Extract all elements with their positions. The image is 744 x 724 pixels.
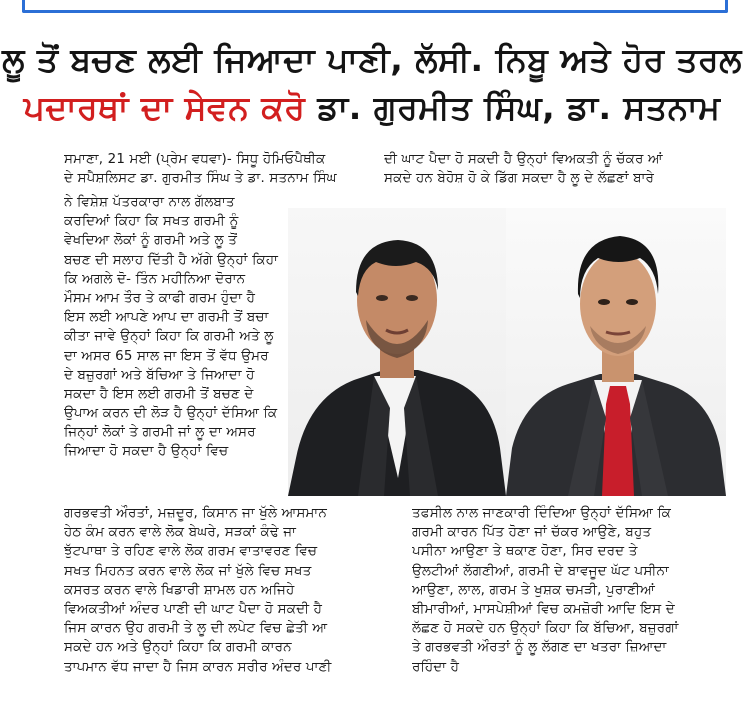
article-top-right-column	[384, 150, 734, 188]
text-line: ਗਰਭਵਤੀ ਔਰਤਾਂ, ਮਜ਼ਦੂਰ, ਕਿਸਾਨ ਜਾ ਖੁੱਲੇ ਆਸਮਾਨ	[64, 506, 327, 521]
text-line: ਸਕਦੇ ਹਨ ਬੇਹੋਸ਼ ਹੋ ਕੇ ਡਿੱਗ ਸਕਦਾ ਹੈ ਲੂ ਦੇ ਲੱਛਣਾਂ ਬਾਰੇ	[384, 171, 655, 187]
text-line: ਜਿਸ ਕਾਰਨ ਉਹ ਗਰਮੀ ਤੇ ਲੂ ਦੀ ਲਪੇਟ ਵਿਚ ਛੇਤੀ ਆ	[64, 621, 328, 637]
text-line: ਗਰਮੀ ਕਾਰਨ ਪਿੱਤ ਹੋਣਾ ਜਾਂ ਚੱਕਰ ਆਉਣੇ, ਬਹੁਤ	[412, 525, 652, 541]
text-line: ਕਰਦਿਆਂ ਕਿਹਾ ਕਿ ਸਖਤ ਗਰਮੀ ਨੂੰ	[64, 214, 239, 230]
text-line: ਆਉਣਾ, ਲਾਲ, ਗਰਮ ਤੇ ਖੁਸ਼ਕ ਚਮੜੀ, ਪੁਰਾਣੀਆਂ	[412, 582, 655, 598]
text-line: ਕਸਰਤ ਕਰਨ ਵਾਲੇ ਖਿਡਾਰੀ ਸ਼ਾਮਲ ਹਨ ਅਜਿਹੇ	[64, 582, 295, 598]
text-line: ਜਿਨ੍ਹਾਂ ਲੋਕਾਂ ਤੇ ਗਰਮੀ ਜਾਂ ਲੂ ਦਾ ਅਸਰ	[64, 425, 256, 441]
text-line: ਕਿ ਅਗਲੇ ਦੋ- ਤਿੰਨ ਮਹੀਨਿਆ ਦੋਰਾਨ	[64, 271, 246, 287]
article-bottom-left-column	[64, 504, 382, 677]
doctor-photo-left	[288, 208, 506, 496]
doctor-photo-right	[506, 208, 726, 496]
article-intro-column	[64, 150, 364, 188]
portrait-left-svg	[288, 208, 506, 496]
text-line: ਦੇ ਬਜ਼ੁਰਗਾਂ ਅਤੇ ਬੱਚਿਆ ਤੇ ਜਿਆਦਾ ਹੋ	[64, 367, 255, 383]
top-frame-border	[22, 0, 728, 13]
text-line: ਰਹਿੰਦਾ ਹੈ	[412, 659, 460, 675]
text-line: ਤਾਪਮਾਨ ਵੱਧ ਜਾਦਾ ਹੈ ਜਿਸ ਕਾਰਨ ਸਰੀਰ ਅੰਦਰ ਪਾਣੀ	[64, 659, 332, 675]
text-line: ਜਿਆਦਾ ਹੋ ਸਕਦਾ ਹੈ ਉਨ੍ਹਾਂ ਵਿਚ	[64, 444, 229, 460]
text-line: ਇਸ ਲਈ ਆਪਣੇ ਆਪ ਦਾ ਗਰਮੀ ਤੋਂ ਬਚਾ	[64, 310, 269, 326]
text-line: ਬਚਣ ਦੀ ਸਲਾਹ ਦਿੱਤੀ ਹੈ ਅੱਗੇ ਉਨ੍ਹਾਂ ਕਿਹਾ	[64, 252, 279, 268]
text-line: ਦੇ ਸਪੈਸ਼ਲਿਸਟ ਡਾ. ਗੁਰਮੀਤ ਸਿੰਘ ਤੇ ਡਾ. ਸਤਨਾਮ ਸਿੰਘ	[64, 171, 337, 187]
headline-line-2	[0, 88, 744, 128]
text-line: ਸਮਾਣਾ, 21 ਮਈ (ਪ੍ਰੇਮ ਵਧਵਾ)- ਸਿਧੂ ਹੋਮਿਓਪੈਥੀਕ	[64, 152, 326, 167]
text-line: ਵਿਅਕਤੀਆਂ ਅੰਦਰ ਪਾਣੀ ਦੀ ਘਾਟ ਪੈਦਾ ਹੋ ਸਕਦੀ ਹੈ	[64, 601, 323, 617]
headline-black-part: ਡਾ. ਗੁਰਮੀਤ ਸਿੰਘ, ਡਾ. ਸਤਨਾਮ	[305, 88, 721, 127]
text-line: ਮੌਸਮ ਆਮ ਤੌਰ ਤੇ ਕਾਫੀ ਗਰਮ ਹੁੰਦਾ ਹੈ	[64, 290, 256, 306]
text-line: ਉਪਾਅ ਕਰਨ ਦੀ ਲੋੜ ਹੈ ਉਨ੍ਹਾਂ ਦੱਸਿਆ ਕਿ	[64, 406, 278, 422]
portrait-right-svg	[506, 208, 726, 496]
text-line: ਦਾ ਅਸਰ 65 ਸਾਲ ਜਾ ਇਸ ਤੋਂ ਵੱਧ ਉਮਰ	[64, 348, 269, 364]
text-line: ਦੀ ਘਾਟ ਪੈਦਾ ਹੋ ਸਕਦੀ ਹੈ ਉਨ੍ਹਾਂ ਵਿਅਕਤੀ ਨੂੰ ਚੱਕਰ ਆਂ	[384, 152, 663, 167]
text-line: ਸਖਤ ਮਿਹਨਤ ਕਰਨ ਵਾਲੇ ਲੋਕ ਜਾਂ ਖੁੱਲੇ ਵਿਚ ਸਖਤ	[64, 563, 312, 579]
article-narrow-column	[64, 193, 286, 462]
text-line: ਝੁੱਟਪਾਥਾ ਤੇ ਰਹਿਣ ਵਾਲੇ ਲੋਕ ਗਰਮ ਵਾਤਾਵਰਣ ਵਿਚ	[64, 544, 318, 560]
text-line: ਹੇਠ ਕੰਮ ਕਰਨ ਵਾਲੇ ਲੋਕ ਬੇਘਰੇ, ਸੜਕਾਂ ਕੰਢੇ ਜਾ	[64, 525, 296, 541]
headline-line-1: ਲੂ ਤੋਂ ਬਚਣ ਲਈ ਜਿਆਦਾ ਪਾਣੀ, ਲੱਸੀ. ਨਿਬੂ ਅਤੇ ਹੋਰ ਤਰਲ	[2, 40, 742, 79]
text-line: ਵੇਖਦਿਆ ਲੋਕਾਂ ਨੂੰ ਗਰਮੀ ਅਤੇ ਲੂ ਤੋਂ	[64, 233, 238, 249]
text-line: ਨੇ ਵਿਸ਼ੇਸ਼ ਪੱਤਰਕਾਰਾ ਨਾਲ ਗੱਲਬਾਤ	[64, 195, 235, 210]
text-line: ਸਕਦੇ ਹਨ ਅਤੇ ਉਨ੍ਹਾਂ ਕਿਹਾ ਕਿ ਗਰਮੀ ਕਾਰਨ	[64, 640, 292, 656]
text-line: ਸਕਦਾ ਹੈ ਇਸ ਲਈ ਗਰਮੀ ਤੋਂ ਬਚਣ ਦੇ	[64, 386, 254, 402]
headline-red-part: ਪਦਾਰਥਾਂ ਦਾ ਸੇਵਨ ਕਰੋ	[23, 88, 306, 127]
text-line: ਕੀਤਾ ਜਾਵੇ ਉਨ੍ਹਾਂ ਕਿਹਾ ਕਿ ਗਰਮੀ ਅਤੇ ਲੂ	[64, 329, 274, 345]
article-bottom-right-column	[412, 504, 734, 677]
text-line: ਬੀਮਾਰੀਆਂ, ਮਾਸਪੇਸ਼ੀਆਂ ਵਿਚ ਕਮਜ਼ੋਰੀ ਆਦਿ ਇਸ ਦੇ	[412, 601, 675, 617]
text-line: ਲੱਛਣ ਹੋ ਸਕਦੇ ਹਨ ਉਨ੍ਹਾਂ ਕਿਹਾ ਕਿ ਬੱਚਿਆ, ਬਜ਼ੁਰਗਾਂ	[412, 621, 679, 637]
text-line: ਤਫਸੀਲ ਨਾਲ ਜਾਣਕਾਰੀ ਦਿੰਦਿਆ ਉਨ੍ਹਾਂ ਦੱਸਿਆ ਕਿ	[412, 506, 671, 521]
text-line: ਉਲਟੀਆਂ ਲੱਗਣੀਆਂ, ਗਰਮੀ ਦੇ ਬਾਵਜੂਦ ਘੱਟ ਪਸੀਨਾ	[412, 563, 669, 579]
text-line: ਤੇ ਗਰਭਵਤੀ ਔਰਤਾਂ ਨੂੰ ਲੂ ਲੱਗਣ ਦਾ ਖਤਰਾ ਜ਼ਿਆਦਾ	[412, 640, 667, 656]
text-line: ਪਸੀਨਾ ਆਉਣਾ ਤੇ ਥਕਾਣ ਹੋਣਾ, ਸਿਰ ਦਰਦ ਤੇ	[412, 544, 638, 560]
